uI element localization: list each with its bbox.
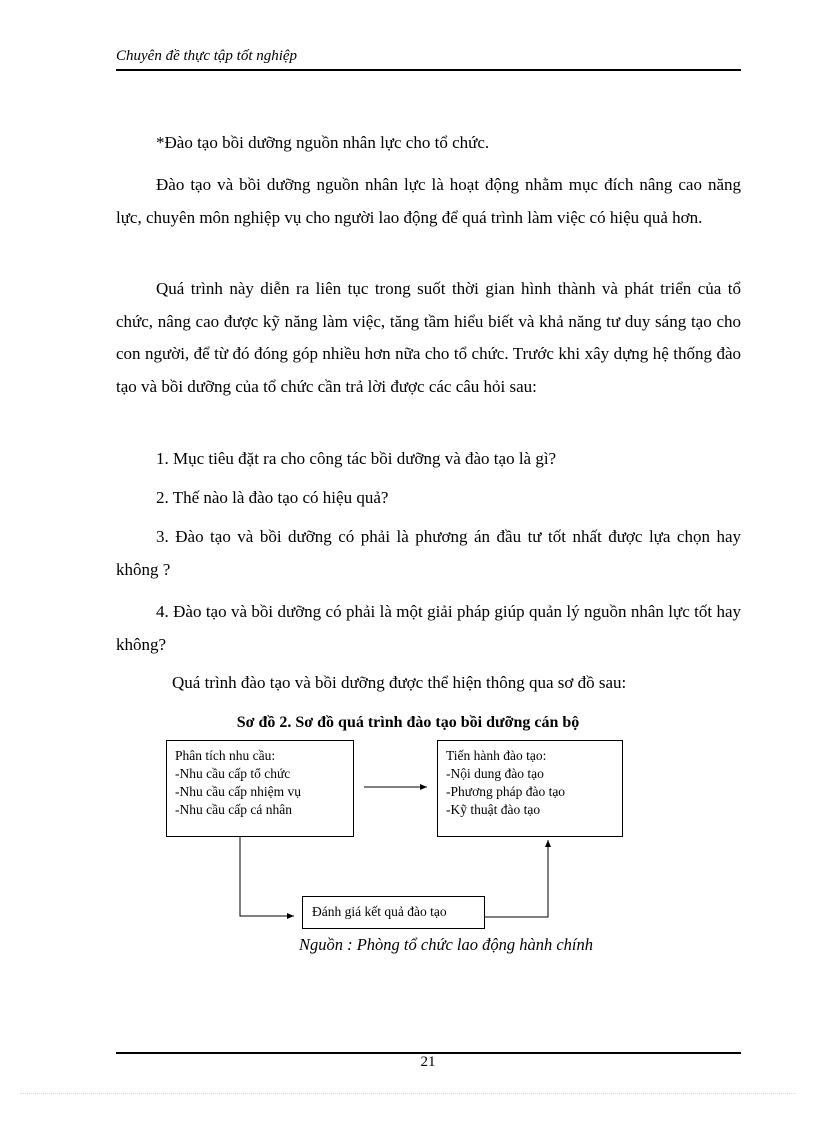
diagram-caption: Sơ đồ 2. Sơ đồ quá trình đào tạo bồi dưỡng cán bộ xyxy=(236,714,580,731)
diagram-intro: Quá trình đào tạo và bồi dưỡng được thể hiện thông qua sơ đồ sau: xyxy=(172,673,627,692)
training-execution-line: -Nội dung đào tạo xyxy=(446,766,544,781)
diagram-source: Nguồn : Phòng tổ chức lao động hành chính xyxy=(298,935,594,954)
section-heading: *Đào tạo bồi dưỡng nguồn nhân lực cho tổ chức. xyxy=(156,133,490,152)
evaluation-label: Đánh giá kết quả đào tạo xyxy=(312,904,447,919)
needs-analysis-line: -Nhu cầu cấp cá nhân xyxy=(175,802,292,817)
question-3: 3. Đào tạo và bồi dưỡng có phải là phương án đầu tư tốt nhất được lựa chọn hay không ? xyxy=(116,527,741,579)
arrow-analysis-to-evaluation xyxy=(240,837,294,916)
running-header: Chuyên đề thực tập tốt nghiệp xyxy=(116,48,298,64)
question-4: 4. Đào tạo và bồi dưỡng có phải là một giải pháp giúp quản lý nguồn nhân lực tốt hay không? xyxy=(116,602,741,654)
training-execution-line: -Phương pháp đào tạo xyxy=(446,784,566,799)
page-bottom-divider xyxy=(20,1093,796,1094)
needs-analysis-line: -Nhu cầu cấp tổ chức xyxy=(175,766,291,781)
needs-analysis-title: Phân tích nhu cầu: xyxy=(175,748,276,763)
paragraph-1: Đào tạo và bồi dưỡng nguồn nhân lực là hoạt động nhằm mục đích nâng cao năng lực, chuyên môn nghiệp vụ cho người lao động để quá trình làm việc có hiệu quả hơn. xyxy=(116,175,741,227)
training-execution-line: -Kỹ thuật đào tạo xyxy=(446,802,541,817)
header-rule xyxy=(116,69,741,71)
arrow-evaluation-to-training xyxy=(485,840,548,917)
training-execution-title: Tiến hành đào tạo: xyxy=(446,748,547,763)
page-number: 21 xyxy=(420,1054,436,1070)
needs-analysis-line: -Nhu cầu cấp nhiệm vụ xyxy=(175,784,301,799)
question-2: 2. Thế nào là đào tạo có hiệu quả? xyxy=(156,488,389,507)
needs-analysis-box xyxy=(166,740,354,837)
training-execution-box xyxy=(437,740,623,837)
evaluation-box xyxy=(302,896,485,929)
question-1: 1. Mục tiêu đặt ra cho công tác bồi dưỡng và đào tạo là gì? xyxy=(156,449,557,468)
paragraph-2: Quá trình này diễn ra liên tục trong suốt thời gian hình thành và phát triển của tổ chức, nâng cao được kỹ năng làm việc, tăng tầm hiểu biết và khả năng tư duy sáng tạo cho con người, để từ đó đóng góp nhiều hơn nữa cho tổ chức. Trước khi xây dựng hệ thống đào tạo và bồi dưỡng của tổ chức cần trả lời được các câu hỏi sau: xyxy=(116,279,741,396)
